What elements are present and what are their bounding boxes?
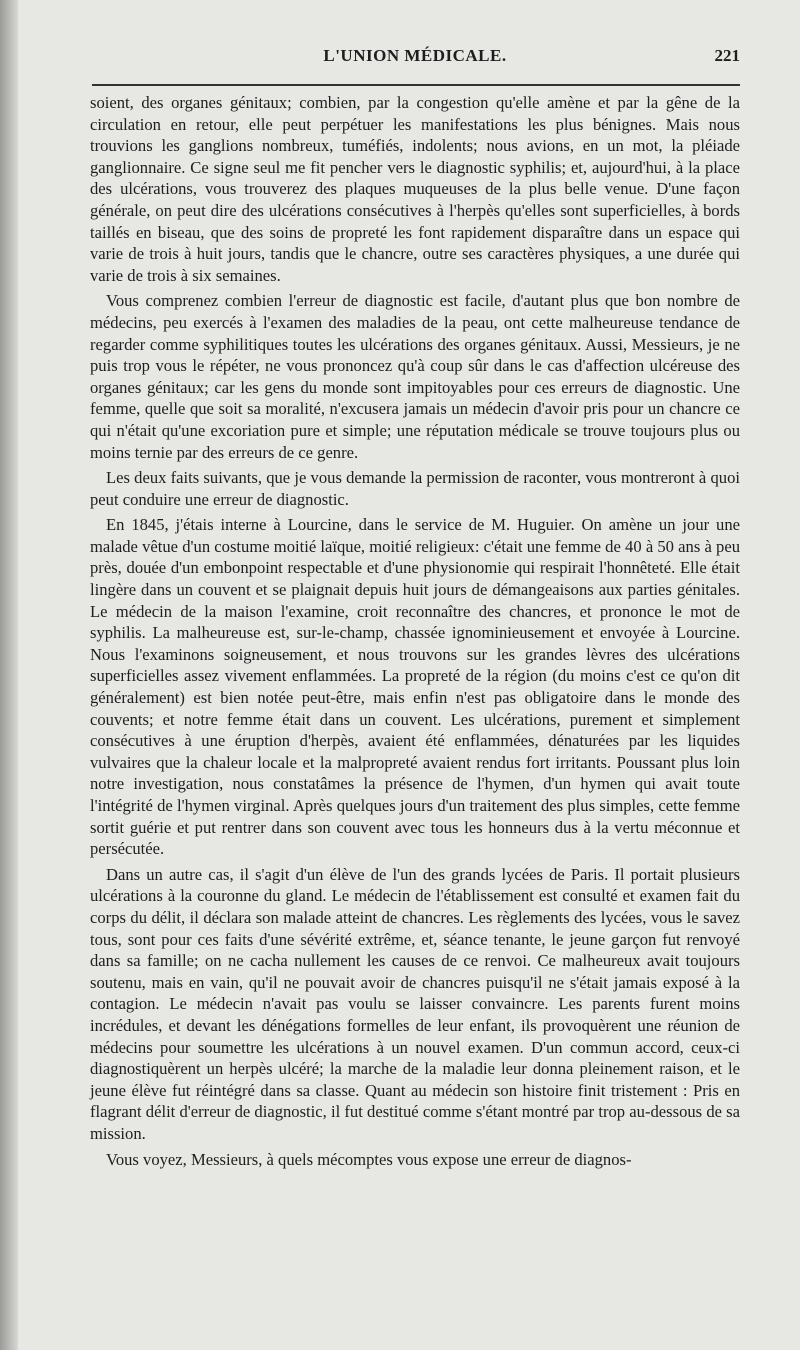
paragraph-two-cases-intro: Les deux faits suivants, que je vous demande la permission de raconter, vous montreront à quoi peut conduire une erreur de diagnostic. [90,468,740,509]
paragraph-conclusion: Vous voyez, Messieurs, à quels mécomptes vous expose une erreur de diagnos- [106,1149,632,1169]
paragraph-diagnostic-error: Vous comprenez combien l'erreur de diagnostic est facile, d'autant plus que bon nombre de médecins, peu exercés à l'examen des maladies de la peau, ont cette malheureuse tendance de regarder comme syphilitiques toutes les ulcérations des organes génitaux. Aussi, Messieurs, je ne puis trop vous le répéter, ne vous prononcez qu'à coup sûr dans le cas d'affection ulcéreuse des organes génitaux; car les gens du monde sont impitoyables pour ces erreurs de diagnostic. Une femme, quelle que soit sa moralité, n'excusera jamais un médecin d'avoir pris pour un chancre ce qui n'était qu'une excoriation pure et simple; une réputation médicale se trouve toujours plus ou moins ternie par des erreurs de ce genre. [90,291,740,462]
running-title: L'UNION MÉDICALE. [323,46,507,65]
paragraph-continuation: soient, des organes génitaux; combien, par la congestion qu'elle amène et par la gêne de la circulation en retour, elle peut perpétuer les manifestations les plus bénignes. Mais nous trouvions les ganglions nombreux, tuméfiés, indolents; nous avions, en un mot, la pléiade ganglionnaire. Ce signe seul me fit pencher vers le diagnostic syphilis; et, aujourd'hui, à la place des ulcérations, vous trouverez des plaques muqueuses de la plus belle venue. D'une façon générale, on peut dire des ulcérations consécutives à l'herpès qu'elles sont superficielles, à bords taillés en biseau, que des soins de propreté les font rapidement disparaître dans un espace qui varie de trois à huit jours, tandis que le chancre, outre ses caractères physiques, a une durée qui varie de trois à six semaines. [90,93,740,285]
page-number: 221 [714,46,740,65]
binding-gutter [0,0,18,1350]
paragraph-lycee-case: Dans un autre cas, il s'agit d'un élève de l'un des grands lycées de Paris. Il portait plusieurs ulcérations à la couronne du gland. Le médecin de l'établissement est consulté et examen fait du corps du délit, il déclara son malade atteint de chancres. Les règlements des lycées, vous le savez tous, sont pour ces faits d'une sévérité extrême, et, séance tenante, le jeune garçon fut renvoyé dans sa famille; on ne cacha nullement les causes de ce renvoi. Ce malheureux avait toujours soutenu, mais en vain, qu'il ne pouvait avoir de chancres puisqu'il ne s'était jamais exposé à la contagion. Le médecin n'avait pas voulu se laisser convaincre. Les parents furent moins incrédules, et devant les dénégations formelles de leur enfant, ils provoquèrent une réunion de médecins pour soumettre les ulcérations à un nouvel examen. D'un commun accord, ceux-ci diagnostiquèrent un herpès ulcéré; la marche de la maladie leur donna pleinement raison, et le jeune élève fut réintégré dans sa classe. Quant au médecin son histoire finit tristement : Pris en flagrant délit d'erreur de diagnostic, il fut destitué comme s'étant montré par trop au-dessous de sa mission. [90,864,740,1143]
body-text [90,92,740,1174]
page-header [90,46,740,74]
header-rule [92,84,740,86]
paragraph-lourcine-case: En 1845, j'étais interne à Lourcine, dans le service de M. Huguier. On amène un jour une malade vêtue d'un costume moitié laïque, moitié religieux: c'était une femme de 40 à 50 ans à peu près, douée d'un embonpoint respectable et d'une physionomie qui respirait l'honnêteté. Elle était lingère dans un couvent et se plaignait depuis huit jours de démangeaisons aux parties génitales. Le médecin de la maison l'examine, croit reconnaître des chancres, et prononce le mot de syphilis. La malheureuse est, sur-le-champ, chassée ignominieusement et envoyée à Lourcine. Nous l'examinons soigneusement, et nous trouvons sur les grandes lèvres des ulcérations superficielles assez vivement enflammées. La propreté de la région (du moins c'est ce qu'on dit généralement) est bien notée peut-être, mais enfin n'est pas obligatoire dans le monde des couvents; et notre femme était dans un couvent. Les ulcérations, purement et simplement consécutives à une éruption d'herpès, avaient été enflammées, dénaturées par les liquides vulvaires que la chaleur locale et la malpropreté avaient rendus fort irritants. Poussant plus loin notre investigation, nous constatâmes la présence de l'hymen, d'un hymen qui avait toute l'intégrité de l'hymen virginal. Après quelques jours d'un traitement des plus simples, cette femme sortit guérie et put rentrer dans son couvent avec tous les honneurs dus à la vertu méconnue et persécutée. [90,515,740,859]
